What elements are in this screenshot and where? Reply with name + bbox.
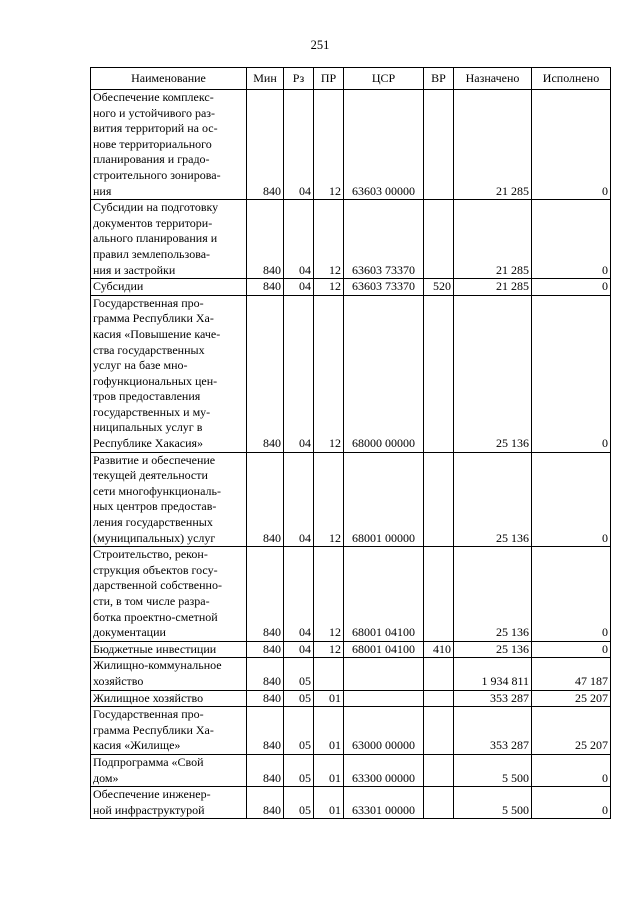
cell-pr: 01: [314, 690, 344, 707]
header-assigned: Назначено: [454, 68, 532, 90]
cell-vr: [424, 452, 454, 547]
cell-pr: [314, 658, 344, 690]
name-line: вития территорий на ос-: [93, 121, 218, 136]
cell-min: 840: [247, 754, 284, 786]
header-name: Наименование: [91, 68, 247, 90]
cell-name: [91, 295, 247, 452]
name-line: строительного зонирова-: [93, 167, 221, 182]
cell-min: 840: [247, 279, 284, 296]
cell-assigned: 5 500: [454, 787, 532, 819]
name-line: правил землепользова-: [93, 246, 211, 261]
name-line: струкция объектов госу-: [93, 562, 218, 577]
cell-rz: 05: [284, 658, 314, 690]
name-line: касия «Жилище»: [93, 738, 181, 753]
cell-assigned: 25 136: [454, 547, 532, 642]
cell-rz: 04: [284, 279, 314, 296]
name-line: гофункциональных цен-: [93, 373, 218, 388]
cell-name: [91, 658, 247, 690]
cell-vr: [424, 547, 454, 642]
cell-executed: 0: [532, 641, 611, 658]
cell-name: [91, 754, 247, 786]
cell-rz: 05: [284, 707, 314, 755]
cell-csr: 63000 00000: [344, 707, 424, 755]
name-line: Субсидии на подготовку: [93, 200, 219, 215]
cell-min: 840: [247, 690, 284, 707]
cell-min: 840: [247, 295, 284, 452]
cell-rz: 04: [284, 452, 314, 547]
cell-rz: 04: [284, 547, 314, 642]
cell-csr: 68001 04100: [344, 641, 424, 658]
cell-rz: 04: [284, 641, 314, 658]
cell-min: 840: [247, 200, 284, 279]
cell-pr: 01: [314, 754, 344, 786]
cell-min: 840: [247, 707, 284, 755]
cell-rz: 05: [284, 690, 314, 707]
cell-executed: 0: [532, 754, 611, 786]
name-line: планирования и градо-: [93, 152, 210, 167]
header-min: Мин: [247, 68, 284, 90]
cell-min: 840: [247, 787, 284, 819]
cell-name: [91, 787, 247, 819]
cell-vr: [424, 787, 454, 819]
cell-executed: 25 207: [532, 690, 611, 707]
cell-name: [91, 279, 247, 296]
cell-executed: 0: [532, 295, 611, 452]
cell-csr: 63603 73370: [344, 279, 424, 296]
table-row: [91, 547, 611, 642]
table-row: [91, 658, 611, 690]
name-line: Жилищно-коммунальное: [93, 658, 222, 673]
cell-executed: 0: [532, 90, 611, 200]
cell-pr: 12: [314, 200, 344, 279]
cell-assigned: 353 287: [454, 690, 532, 707]
name-line: Государственная про-: [93, 295, 204, 310]
cell-assigned: 353 287: [454, 707, 532, 755]
cell-vr: [424, 295, 454, 452]
table-row: [91, 90, 611, 200]
cell-executed: 0: [532, 547, 611, 642]
cell-pr: 01: [314, 787, 344, 819]
name-line: государственных и му-: [93, 404, 211, 419]
name-line: ботка проектно-сметной: [93, 609, 218, 624]
cell-assigned: 1 934 811: [454, 658, 532, 690]
name-line: ального планирования и: [93, 231, 218, 246]
name-line: дарственной собственно-: [93, 578, 222, 593]
cell-executed: 0: [532, 452, 611, 547]
cell-pr: 12: [314, 547, 344, 642]
cell-min: 840: [247, 90, 284, 200]
name-line: дом»: [93, 770, 119, 785]
name-line: Обеспечение комплекс-: [93, 90, 214, 104]
cell-csr: 68001 04100: [344, 547, 424, 642]
cell-csr: 63301 00000: [344, 787, 424, 819]
name-line: ного и устойчивого раз-: [93, 105, 216, 120]
cell-csr: [344, 690, 424, 707]
cell-csr: 68000 00000: [344, 295, 424, 452]
name-line: Обеспечение инженер-: [93, 787, 211, 802]
cell-vr: [424, 690, 454, 707]
name-line: Подпрограмма «Свой: [93, 754, 204, 769]
cell-assigned: 25 136: [454, 452, 532, 547]
cell-name: [91, 707, 247, 755]
name-line: Государственная про-: [93, 707, 204, 722]
name-line: тров предоставления: [93, 389, 201, 404]
cell-name: [91, 641, 247, 658]
cell-vr: [424, 90, 454, 200]
name-line: Строительство, рекон-: [93, 547, 208, 562]
cell-rz: 04: [284, 295, 314, 452]
cell-pr: 12: [314, 279, 344, 296]
cell-name: [91, 690, 247, 707]
cell-assigned: 21 285: [454, 90, 532, 200]
cell-min: 840: [247, 547, 284, 642]
table-row: [91, 452, 611, 547]
cell-executed: 0: [532, 279, 611, 296]
header-pr: ПР: [314, 68, 344, 90]
header-csr: ЦСР: [344, 68, 424, 90]
name-line: грамма Республики Ха-: [93, 722, 214, 737]
table-row: [91, 707, 611, 755]
name-line: ниципальных услуг в: [93, 420, 203, 435]
cell-csr: 63300 00000: [344, 754, 424, 786]
cell-name: [91, 200, 247, 279]
table-row: [91, 641, 611, 658]
cell-assigned: 25 136: [454, 641, 532, 658]
header-row: [91, 68, 611, 90]
budget-table: [90, 67, 611, 819]
name-line: Жилищное хозяйство: [93, 690, 204, 705]
name-line: документов территори-: [93, 215, 213, 230]
cell-rz: 05: [284, 754, 314, 786]
name-line: Республике Хакасия»: [93, 436, 204, 451]
cell-name: [91, 452, 247, 547]
cell-vr: [424, 658, 454, 690]
cell-executed: 25 207: [532, 707, 611, 755]
cell-vr: [424, 200, 454, 279]
cell-pr: 12: [314, 452, 344, 547]
cell-csr: 63603 73370: [344, 200, 424, 279]
name-line: хозяйство: [93, 673, 144, 688]
cell-pr: 12: [314, 90, 344, 200]
cell-pr: 12: [314, 295, 344, 452]
header-executed: Исполнено: [532, 68, 611, 90]
name-line: ства государственных: [93, 342, 205, 357]
cell-pr: 01: [314, 707, 344, 755]
header-rz: Рз: [284, 68, 314, 90]
cell-min: 840: [247, 641, 284, 658]
name-line: сти, в том числе разра-: [93, 594, 210, 608]
name-line: касия «Повышение каче-: [93, 326, 221, 341]
name-line: ния: [93, 183, 112, 198]
cell-rz: 04: [284, 90, 314, 200]
table-row: [91, 690, 611, 707]
name-line: услуг на базе мно-: [93, 358, 188, 373]
cell-vr: [424, 754, 454, 786]
name-line: грамма Республики Ха-: [93, 311, 214, 326]
table-row: [91, 200, 611, 279]
cell-vr: 520: [424, 279, 454, 296]
cell-vr: [424, 707, 454, 755]
name-line: сети многофункциональ-: [93, 483, 221, 498]
name-line: нове территориального: [93, 136, 212, 151]
cell-csr: 63603 00000: [344, 90, 424, 200]
name-line: Развитие и обеспечение: [93, 452, 216, 467]
cell-assigned: 21 285: [454, 279, 532, 296]
cell-name: [91, 547, 247, 642]
cell-assigned: 5 500: [454, 754, 532, 786]
cell-rz: 05: [284, 787, 314, 819]
cell-executed: 0: [532, 787, 611, 819]
cell-assigned: 21 285: [454, 200, 532, 279]
cell-name: [91, 90, 247, 200]
table-row: [91, 787, 611, 819]
cell-min: 840: [247, 452, 284, 547]
name-line: ной инфраструктурой: [93, 802, 205, 817]
cell-csr: 68001 00000: [344, 452, 424, 547]
table-row: [91, 295, 611, 452]
header-vr: ВР: [424, 68, 454, 90]
name-line: ния и застройки: [93, 262, 176, 277]
name-line: (муниципальных) услуг: [93, 530, 216, 545]
cell-vr: 410: [424, 641, 454, 658]
cell-pr: 12: [314, 641, 344, 658]
name-line: ления государственных: [93, 515, 213, 530]
cell-executed: 0: [532, 200, 611, 279]
name-line: Бюджетные инвестиции: [93, 641, 217, 656]
table-row: [91, 754, 611, 786]
cell-executed: 47 187: [532, 658, 611, 690]
cell-min: 840: [247, 658, 284, 690]
name-line: текущей деятельности: [93, 468, 208, 483]
name-line: Субсидии: [93, 279, 144, 294]
cell-rz: 04: [284, 200, 314, 279]
page-number: 251: [310, 38, 330, 52]
cell-csr: [344, 658, 424, 690]
table-row: [91, 279, 611, 296]
name-line: ных центров предостав-: [93, 499, 217, 514]
cell-assigned: 25 136: [454, 295, 532, 452]
name-line: документации: [93, 625, 166, 640]
